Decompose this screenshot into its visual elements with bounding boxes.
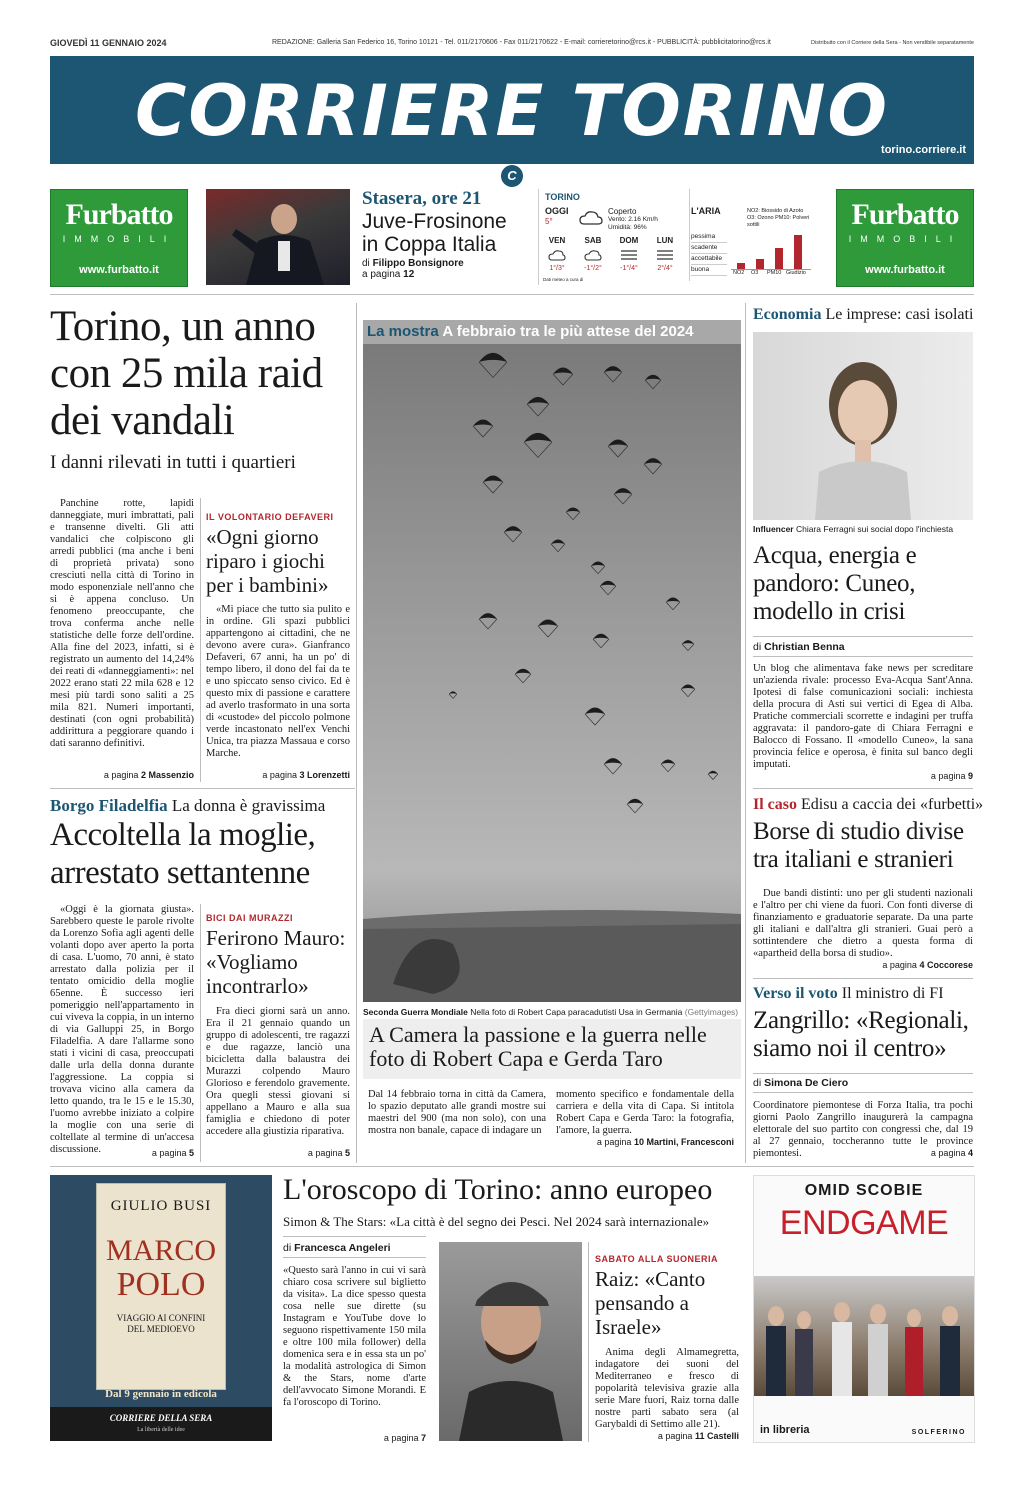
top-bar [50,38,974,52]
ad-brand: Furbatto [851,198,959,231]
center-body-1: Dal 14 febbraio torna in città da Camera, lo spazio deputato alle grandi mostre sui maestri del 900 (ma non solo), con una mostra non banale, capace di indagare un [368,1089,546,1136]
ad-furbatto-right[interactable] [836,189,974,287]
ad-footer [50,1407,272,1441]
oroscopo-subtitle: Simon & The Stars: «La città è del segno dei Pesci. Nel 2024 sarà internazionale» [283,1214,710,1229]
fog-icon [657,250,673,260]
ad-endgame[interactable] [753,1175,975,1443]
raiz-label: SABATO ALLA SUONERIA [595,1254,719,1264]
parachute-icon [483,476,503,494]
corriere-c-icon: C [501,165,523,187]
story2-headline[interactable]: Accoltella la moglie, arrestato settantenne [50,817,316,891]
side2-ref[interactable]: a pagina 5 [307,1148,350,1158]
parachute-icon [504,526,522,542]
divider [50,294,974,295]
masthead [50,56,974,164]
teaser-block[interactable] [362,189,524,285]
book-subtitle: VIAGGIO AI CONFINI DEL MEDIOEVO [116,1313,206,1334]
weather-wind: Vento: 2.16 Km/h [608,216,658,223]
lead-headline[interactable]: Torino, un anno con 25 mila raid dei vandali [50,303,323,444]
story2-kicker: Borgo Filadelfia La donna è gravissima [50,796,326,815]
redazione-info: REDAZIONE: Galleria San Federico 16, Torino 10121 - Tel. 011/2170606 - Fax 011/2170622 - E-mail: corrieretorino@rcs.it - PUBBLICITÀ: pubblicitatorino@rcs.it [272,39,771,46]
endgame-footer: in libreria [760,1424,810,1436]
masthead-url[interactable]: torino.corriere.it [881,144,966,156]
center-headline[interactable]: A Camera la passione e la guerra nelle foto di Robert Capa e Gerda Taro [369,1022,707,1071]
endgame-author: OMID SCOBIE [804,1182,924,1199]
side1-label: IL VOLONTARIO DEFAVERI [206,512,334,522]
masthead-title: CORRIERE TORINO [135,70,889,152]
story2-body: «Oggi è la giornata giusta». Sarebbero queste le parole rivolte da Lorenzo Sofia agli agenti delle volanti dopo aver aperto la porta di casa. L'uomo, 70 anni, è stato arrestato dalla polizia per il tentato omicidio della moglie 65enne. È successo ieri pomeriggio nell'appartamento in cui viveva la coppia, in un interno di via Galluppi 25, in Borgo Filadelfia. A dare l'allarme sono stati i vicini di casa, preoccupati dalle urla della donna durante l'aggressione. La coppia si trovava vicino alla camera da letto quando, tra le 15 e le 15.30, l'uomo avrebbe iniziato a colpire la moglie con una serie di coltellate al termine di un'accesa discussione. [50,904,194,1155]
parachute-icon [553,368,573,386]
divider [753,636,973,637]
lead-subtitle: I danni rilevati in tutti i quartieri [50,452,296,473]
sun-cloud-icon [549,249,565,261]
endgame-title: ENDGAME [779,1204,949,1242]
side2-headline[interactable]: Ferirono Mauro: «Vogliamo incontrarlo» [206,926,346,998]
divider [753,788,973,789]
divider [745,303,746,1163]
voto-byline: di Simona De Ciero [753,1077,849,1089]
teaser-byline: di Filippo Bonsignore [362,258,464,269]
book-author: GIULIO BUSI [110,1198,212,1214]
raiz-headline[interactable]: Raiz: «Canto pensando a Israele» [595,1267,706,1339]
parachute-icon [608,440,628,458]
woman-portrait-icon [753,332,973,520]
ad-marco-polo[interactable] [50,1175,272,1441]
divider [753,978,973,979]
cloud-icon [585,249,601,261]
center-kicker: La mostra A febbraio tra le più attese del 2024 [367,323,694,340]
caso-kicker: Il caso Edisu a caccia dei «furbetti» [753,796,984,813]
voto-body: Coordinatore piemontese di Forza Italia, tra pochi giorni Paolo Zangrillo inaugurerà la campagna elettorale del suo partito con congressi che, dal 19 al 27 gennaio, toccheranno tutte le province piemontesi. [753,1100,973,1159]
parachute-icon [551,539,565,551]
econ-headline[interactable]: Acqua, energia e pandoro: Cuneo, modello in crisi [753,542,917,625]
oroscopo-ref[interactable]: a pagina 7 [383,1433,426,1443]
caso-body: Due bandi distinti: uno per gli studenti nazionali e l'altro per chi viene da fuori. Con fonti diverse di finanziamento e graduatorie separate. Da una parte gli italiani e dall'altra gli stranieri. Guai però a sottintendere che dietro a questa forma di «apartheid della borsa di studio». [753,888,973,959]
air-quality-bar [775,248,783,269]
divider [200,498,201,782]
air-quality-bar [756,259,764,269]
forecast-day: DOM [619,236,639,245]
air-levels: pessima scadente accettabile buona [691,232,727,276]
econ-caption: Influencer Chiara Ferragni sui social dopo l'inchiesta [753,524,954,534]
oroscopo-photo [439,1242,582,1441]
book-title-2: POLO [116,1266,206,1303]
parachutes-icon [363,344,741,1002]
corriere-logo: CORRIERE DELLA SERA [109,1413,213,1423]
side1-ref[interactable]: a pagina 3 Lorenzetti [262,770,350,780]
ad-sub: IMMOBILI [848,234,962,244]
ad-strip: Dal 9 gennaio in edicola [105,1388,217,1400]
parachute-icon [524,433,552,458]
issue-date: GIOVEDÌ 11 GENNAIO 2024 [50,38,167,48]
coach-silhouette-icon [206,189,350,285]
distribution-note: Distribuito con il Corriere della Sera - Non vendibile separatamente [811,40,974,46]
air-quality-bar [794,235,802,269]
corriere-tagline: La libertà delle idee [137,1427,185,1433]
parachute-icon [666,597,680,609]
weather-humidity: Umidità: 96% [608,224,647,231]
air-quality-chart [731,231,811,270]
cloud-icon [579,209,603,227]
parachute-icon [627,799,643,813]
divider [283,1236,426,1237]
raiz-body: Anima degli Almamegretta, indagatore dei suoni del Mediterraneo e fresco di popolarità televisiva grazie alla serie Mare fuori, Raiz torna dalle nostre parti sabato sera (al Garybaldi di Settimo alle 21). [595,1347,739,1430]
air-quality-bar [737,263,745,269]
divider [356,303,357,1163]
parachute-icon [566,507,580,519]
forecast-temp: -1°/2° [584,265,602,272]
story2-ref[interactable]: a pagina 5 [151,1148,194,1158]
voto-headline[interactable]: Zangrillo: «Regionali, siamo noi il centro» [753,1007,969,1062]
weather-today-desc: Coperto [608,207,637,216]
center-caption: Seconda Guerra Mondiale Nella foto di Robert Capa paracadutisti Usa in Germania (Gettyimages) [363,1007,739,1017]
forecast-temp: 2°/4° [657,265,673,272]
parachute-icon [591,561,605,573]
teaser-kicker: Stasera, ore 21 [362,188,482,209]
teaser-title: Juve-Frosinone in Coppa Italia [362,210,507,256]
caso-headline[interactable]: Borse di studio divise tra italiani e stranieri [753,818,964,873]
voto-ref[interactable]: a pagina 4 [930,1148,973,1158]
parachute-icon [708,771,718,780]
weather-today-label: OGGI [545,206,569,216]
divider [283,1257,426,1258]
lead-body: Panchine rotte, lapidi danneggiate, muri imbrattati, pali e transenne divelti. Gli atti vandalici che colpiscono gli arredi pubblici (ma anche i beni di proprietà privata) sono cresciuti nella città di Torino in modo esponenziale nell'anno che si è appena concluso. Un fenomeno preoccupante, che trova conferma anche nelle statistiche delle forze dell'ordine. Alla fine del 2023, infatti, si è registrato un aumento del 14,24% dei reati di «danneggiamenti»: nel 2022 erano stati 22 mila 628 e 12 mesi più tardi sono saliti a 25 mila 821. Numeri importanti, destinati (con ogni probabilità) addirittura a peggiorare quando i dati saranno definitivi. [50,498,194,749]
parachute-icon [585,708,605,726]
ad-furbatto-left[interactable] [50,189,188,287]
divider [200,904,201,1162]
ad-url: www.furbatto.it [79,264,159,276]
teaser-page: a pagina 12 [362,269,415,280]
parachute-icon [604,758,622,774]
forecast-temp: -1°/4° [620,265,638,272]
lead-ref[interactable]: a pagina 2 Massenzio [103,770,194,780]
econ-ref[interactable]: a pagina 9 [930,771,973,781]
parachute-icon [593,634,609,648]
weather-today-temp: 5° [545,217,553,226]
divider [50,788,355,789]
parachute-icon [449,691,457,698]
econ-photo [753,332,973,520]
air-title: L'ARIA [691,206,721,216]
center-ref[interactable]: a pagina 10 Martini, Francesconi [596,1137,734,1147]
parachute-icon [614,488,632,504]
divider [50,1166,974,1167]
weather-city: TORINO [545,192,580,202]
parachute-icon [661,759,675,771]
endgame-photo [754,1276,974,1396]
center-photo [363,344,741,1002]
fog-icon [621,250,637,260]
center-body-2: momento specifico e fondamentale della carriera e della vita di Capa. Si intitola Robert Capa e Gerda Taro: la fotografia, l'amore, la guerra. [556,1089,734,1136]
econ-byline: di Christian Benna [753,641,845,653]
man-portrait-icon [439,1242,582,1441]
oroscopo-headline[interactable]: L'oroscopo di Torino: anno europeo [283,1173,713,1206]
weather-credit: Dati meteo a cura di [543,277,584,282]
parachute-icon [527,397,549,416]
divider [753,656,973,657]
divider [753,1073,973,1074]
oroscopo-body: «Questo sarà l'anno in cui vi sarà chiaro cosa scrivere sul biglietto da visita». La dice spesso questa cosa nelle sue dirette (su Instagram e YouTube dove lo seguono rispettivamente 150 mila e oltre 100 mila follower) della domenica sera e in essa sta un po' la modalità astrologica di Simon & the Stars, nome d'arte dell'avvocato Simone Morandi. E fa l'oroscopo di Torino. [283,1265,426,1408]
parachute-icon [473,420,493,438]
teaser-photo [206,189,350,285]
book-cover [96,1183,226,1390]
parachute-icon [645,375,661,389]
royal-family-icon [754,1276,974,1396]
forecast-temp: 1°/3° [549,265,565,272]
voto-kicker: Verso il voto Il ministro di FI [753,985,944,1002]
ad-sub: IMMOBILI [62,234,176,244]
ad-brand: Furbatto [65,198,173,231]
raiz-ref[interactable]: a pagina 11 Castelli [657,1431,739,1441]
center-title-box [363,1019,741,1079]
caso-ref[interactable]: a pagina 4 Coccorese [882,960,973,970]
parachute-icon [538,620,558,638]
parachute-icon [479,613,497,629]
air-legend: NO2: Biossido di Azoto O3: Ozono PM10: Polveri sottili [747,208,810,228]
weather-divider [689,189,690,281]
parachute-icon [681,684,695,696]
center-kicker-bar [363,320,741,344]
econ-kicker: Economia Le imprese: casi isolati [753,306,974,323]
side2-body: Fra dieci giorni sarà un anno. Era il 21 gennaio quando un gruppo di adolescenti, tre ragazzi e due ragazze, lanciò una bicicletta dalla balaustra dei Murazzi colpendo Mauro Glorioso e ferendolo gravemente. Ora quegli stessi giovani si appellano a Mauro e alla sua famiglia e chiedono di poter accedere alla giustizia riparativa. [206,1006,350,1137]
parachute-icon [515,669,531,683]
parachute-icon [600,581,616,595]
side1-body: «Mi piace che tutto sia pulito e in ordine. Gli spazi pubblici appartengono ai cittadini, che ne devono avere cura». Gianfranco Defaveri, 67 anni, ha un po' di tempo libero, il dono del fai da te e uno spiccato senso civico. Ed è questo mix di passione e carattere ad averlo trasformato in una sorta di «custode» del piccolo polmone verde incastonato nell'ex Venchi Unica, tra piazza Massaua e corso Marche. [206,604,350,759]
divider [753,1092,973,1093]
parachute-icon [644,458,662,474]
forecast-day: VEN [548,236,566,245]
weather-box: TORINO OGGI 5° Coperto Vento: 2.16 Km/h Umidità: 96% VEN SAB DOM LUN 1°/3° -1°/2° -1°/4° 2°/4° Dati meteo a cura di L'ARIA NO2: Biossido di Azoto O3: Ozono PM10: Polveri sottili pessima scadente accettabile buona NO2 O3 PM10 Giudizio [538,189,815,285]
book-title-1: MARCO [105,1234,217,1267]
side1-headline[interactable]: «Ogni giorno riparo i giochi per i bambini» [206,525,329,597]
oroscopo-byline: di Francesca Angeleri [283,1242,391,1254]
parachute-icon [682,640,694,651]
ad-url: www.furbatto.it [865,264,945,276]
side2-label: BICI DAI MURAZZI [206,913,293,923]
forecast-day: LUN [656,236,674,245]
forecast-day: SAB [584,236,602,245]
econ-body: Un blog che alimentava fake news per screditare un'azienda rivale: processo Eva-Acqua Sant'Anna. Ipotesi di false comunicazioni sociali: inchiesta della procura di Asti sui vertici di Egea di Alba. Pratiche commerciali scorrette e indagini per truffa aggravata: il pandoro-gate di Chiara Ferragni e Balocco di Fossano. Il «modello Cuneo», la sana provincia felice e operosa, è finita sul banco degli imputati. [753,663,973,770]
divider [588,1242,589,1442]
endgame-publisher: SOLFERINO [911,1429,966,1436]
parachute-icon [479,353,507,378]
parachute-icon [604,366,622,382]
